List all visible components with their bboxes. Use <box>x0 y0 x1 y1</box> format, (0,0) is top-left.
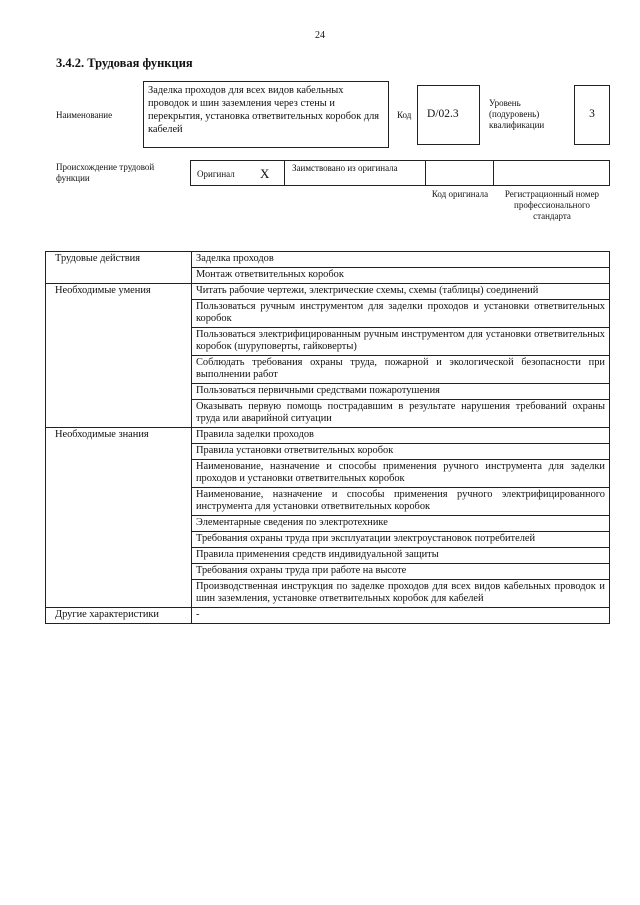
group-item: Наименование, назначение и способы применения ручного инструмента для заделки проходов и установки ответвительных коробок <box>192 460 610 488</box>
origin-row <box>190 160 610 186</box>
table-row <box>46 252 610 268</box>
borrowed-label: Заимствовано из оригинала <box>292 163 398 173</box>
code-label: Код <box>397 110 412 120</box>
origin-divider <box>284 161 285 185</box>
group-item: Правила применения средств индивидуальной защиты <box>192 548 610 564</box>
group-label: Трудовые действия <box>46 252 192 284</box>
group-item: - <box>192 608 610 624</box>
group-label: Необходимые знания <box>46 428 192 608</box>
group-item: Правила установки ответвительных коробок <box>192 444 610 460</box>
level-box <box>574 85 610 145</box>
name-label: Наименование <box>56 110 113 120</box>
group-item: Читать рабочие чертежи, электрические схемы, схемы (таблицы) соединений <box>192 284 610 300</box>
table-row <box>46 608 610 624</box>
reg-number-caption: Регистрационный номер профессионального стандарта <box>504 189 600 221</box>
group-item: Соблюдать требования охраны труда, пожарной и экологической безопасности при выполнении работ <box>192 356 610 384</box>
group-item: Пользоваться электрифицированным ручным инструментом для установки ответвительных коробок (шуруповерты, гайковерты) <box>192 328 610 356</box>
function-name-value: Заделка проходов для всех видов кабельных проводок и шин заземления через стены и перекрытия, установка ответвительных коробок для кабелей <box>148 85 380 135</box>
group-label: Необходимые умения <box>46 284 192 428</box>
group-item: Производственная инструкция по заделке проходов для всех видов кабельных проводок и шин заземления, установке ответвительных коробок для кабелей <box>192 580 610 608</box>
group-item: Пользоваться ручным инструментом для заделки проходов и установки ответвительных коробок <box>192 300 610 328</box>
origin-label: Происхождение трудовой функции <box>56 162 155 183</box>
group-item: Требования охраны труда при работе на высоте <box>192 564 610 580</box>
origin-divider <box>493 161 494 185</box>
group-item: Элементарные сведения по электротехнике <box>192 516 610 532</box>
page-number: 24 <box>315 30 325 41</box>
table-row <box>46 428 610 444</box>
group-item: Требования охраны труда при эксплуатации электроустановок потребителей <box>192 532 610 548</box>
code-box <box>417 85 480 145</box>
group-item: Заделка проходов <box>192 252 610 268</box>
group-label: Другие характеристики <box>46 608 192 624</box>
code-value: D/02.3 <box>427 108 459 120</box>
group-item: Оказывать первую помощь пострадавшим в результате нарушения требований охраны труда или аварийной ситуации <box>192 400 610 428</box>
original-label: Оригинал <box>197 169 235 179</box>
original-mark: X <box>260 166 270 181</box>
group-item: Наименование, назначение и способы применения ручного электрифицированного инструмента для установки ответвительных коробок <box>192 488 610 516</box>
code-original-caption: Код оригинала <box>431 189 489 199</box>
level-label: Уровень (подуровень) квалификации <box>489 98 545 130</box>
group-item: Монтаж ответвительных коробок <box>192 268 610 284</box>
group-item: Пользоваться первичными средствами пожаротушения <box>192 384 610 400</box>
group-item: Правила заделки проходов <box>192 428 610 444</box>
function-name-box <box>143 81 389 148</box>
origin-divider <box>425 161 426 185</box>
table-row <box>46 284 610 300</box>
section-title: 3.4.2. Трудовая функция <box>56 56 193 70</box>
level-value: 3 <box>589 108 595 120</box>
function-details-table <box>45 251 610 624</box>
